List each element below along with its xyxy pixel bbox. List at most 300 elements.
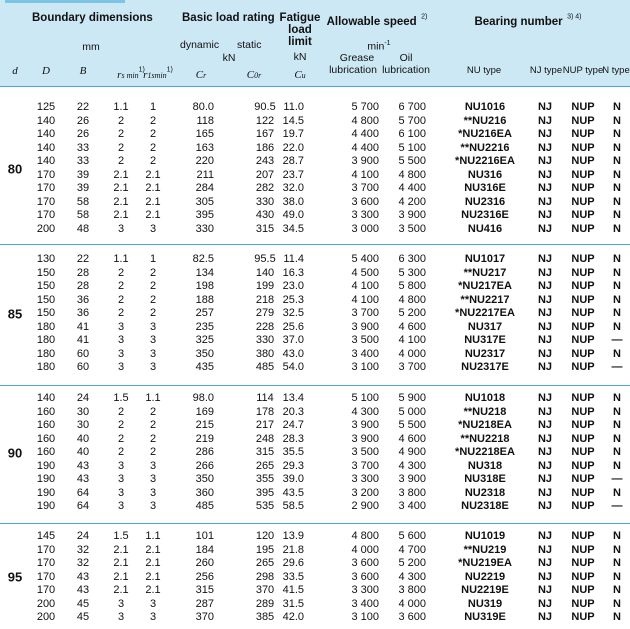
cell-r1s: 1 [149,101,157,113]
cell-oil: 4 600 [398,432,426,445]
cell-rs: 2.1 [113,195,129,208]
cell-n: N [613,392,621,404]
cell-oil: 5 700 [398,114,426,127]
cell-nu: NU2317E [461,361,509,373]
table-row [0,223,630,237]
cell-B: 40 [76,446,90,458]
cell-nup: NUP [571,253,595,265]
cell-rs: 2 [117,128,125,140]
cell-grease: 3 100 [351,611,379,623]
cell-r1s: 3 [149,361,157,373]
cell-D: 200 [36,222,56,235]
fatigue-unit-label: kN [293,51,307,63]
cell-Cu: 20.3 [282,405,304,418]
cell-r1s: 2 [149,141,157,154]
cell-nu: NU317E [464,334,506,346]
cell-nj: NJ [537,195,553,208]
cell-r1s: 3 [149,334,157,346]
cell-Cr: 211 [196,168,214,181]
cell-D: 170 [36,543,56,556]
cell-grease: 5 100 [351,392,379,404]
cell-r1s: 2.1 [145,570,161,583]
cell-D: 170 [36,195,56,208]
cell-nup: NUP [571,432,595,445]
col-D-label: D [42,65,50,77]
dynamic-label: dynamic [180,39,220,51]
cell-rs: 2.1 [113,209,129,221]
cell-grease: 3 300 [351,584,379,596]
cell-nj: NJ [537,446,553,458]
table-row [0,280,630,294]
cell-nup: NUP [571,195,595,208]
table-row [0,598,630,612]
cell-r1s: 2.1 [145,182,161,194]
cell-D: 140 [36,114,56,127]
cell-nj: NJ [537,222,553,235]
oil-label-1: Oil [399,52,413,64]
cell-C0r: 186 [255,141,275,154]
cell-n: N [613,486,621,499]
cell-Cr: 257 [195,307,214,319]
cell-oil: 4 700 [398,543,426,556]
cell-nu: NU2219E [461,584,509,596]
cell-Cu: 16.3 [282,266,304,279]
cell-D: 150 [36,266,56,279]
cell-nj: NJ [537,155,553,167]
cell-nu: NU319E [464,611,506,623]
cell-nup: NUP [571,611,595,623]
cell-n: N [613,141,621,154]
cell-nup: NUP [571,141,595,154]
cell-rs: 2 [117,405,125,418]
cell-n: N [613,222,621,235]
cell-Cu: 19.7 [282,128,304,140]
grease-label-2: lubrication [329,64,377,76]
cell-Cu: 58.5 [282,500,304,512]
cell-B: 36 [76,307,90,319]
cell-B: 43 [76,584,90,596]
cell-rs: 1.5 [113,392,129,404]
cell-D: 180 [36,361,56,373]
cell-C0r: 265 [255,459,275,472]
cell-rs: 3 [117,334,125,346]
cell-grease: 3 000 [351,222,379,235]
cell-D: 190 [36,500,56,512]
cell-n: N [613,570,621,583]
cell-nup: NUP [571,320,595,333]
cell-Cr: 98.0 [192,392,214,404]
table-row [0,196,630,210]
cell-Cu: 22.0 [282,141,304,154]
cell-r1s: 3 [149,222,157,235]
fatigue-heading-2: load [288,24,312,36]
cell-Cr: 360 [195,486,214,499]
cell-Cu: 21.8 [282,543,304,556]
cell-grease: 4 400 [351,128,379,140]
cell-Cu: 42.0 [282,611,304,623]
cell-nup: NUP [571,128,595,140]
cell-B: 64 [76,486,90,499]
cell-oil: 3 800 [398,486,426,499]
cell-n: N [613,195,621,208]
cell-nj: NJ [537,530,553,542]
cell-r1s: 3 [149,347,157,360]
table-header [0,0,630,86]
mm-unit-label: mm [82,41,100,53]
cell-Cr: 350 [195,473,214,485]
cell-Cr: 169 [195,405,214,418]
cell-oil: 5 500 [398,419,426,431]
cell-oil: 3 600 [398,611,426,623]
cell-grease: 3 900 [351,320,379,333]
cell-Cu: 25.6 [282,320,304,333]
cell-grease: 4 800 [351,530,379,542]
cell-grease: 3 600 [351,570,379,583]
cell-rs: 2.1 [113,570,129,583]
cell-D: 180 [36,347,56,360]
cell-oil: 5 800 [398,280,426,292]
table-row [0,334,630,348]
cell-D: 145 [36,530,56,542]
cell-r1s: 2 [149,266,157,279]
cell-D: 140 [36,141,56,154]
cell-rs: 2 [117,266,125,279]
table-row [0,433,630,447]
cell-Cu: 31.5 [282,597,304,610]
table-row [0,584,630,598]
cell-C0r: 279 [255,307,275,319]
cell-n: N [613,597,621,610]
cell-oil: 6 700 [398,101,426,113]
cell-Cu: 35.5 [282,446,304,458]
bore-diameter-label: 90 [7,445,23,461]
cell-nu: *NU216EA [458,128,512,140]
cell-nup: NUP [571,155,595,167]
fatigue-heading-1: Fatigue [279,12,321,24]
cell-nj: NJ [537,320,553,333]
load-rating-unit-label: kN [222,52,236,64]
cell-oil: 6 100 [398,128,426,140]
cell-nu: NU2316 [464,195,506,208]
cell-n: N [613,307,621,319]
cell-r1s: 3 [149,320,157,333]
cell-r1s: 2 [149,405,157,418]
cell-nup: NUP [571,500,595,512]
cell-Cr: 266 [195,459,214,472]
table-row [0,460,630,474]
cell-oil: 4 000 [398,597,426,610]
cell-Cr: 330 [195,222,214,235]
cell-nup: NUP [571,486,595,499]
cell-B: 28 [76,280,90,292]
cell-nu: **NU217 [463,266,507,279]
cell-rs: 3 [117,347,125,360]
cell-D: 140 [36,392,56,404]
cell-Cu: 43.0 [282,347,304,360]
cell-B: 39 [76,182,90,194]
boundary-dimensions-heading: Boundary dimensions [32,12,153,24]
cell-r1s: 3 [149,486,157,499]
fatigue-heading-3: limit [288,36,312,48]
cell-D: 170 [36,584,56,596]
cell-nup: NUP [571,307,595,319]
cell-C0r: 217 [255,419,275,431]
cell-nup: NUP [571,419,595,431]
cell-n: N [613,557,621,569]
cell-nup: NUP [571,392,595,404]
cell-Cu: 28.7 [282,155,304,167]
cell-Cu: 13.4 [282,392,304,404]
cell-Cu: 23.7 [282,168,304,181]
cell-nu: *NU2218EA [455,446,515,458]
cell-rs: 2 [117,446,125,458]
cell-nup: NUP [571,266,595,279]
cell-Cu: 32.5 [282,307,304,319]
cell-Cr: 256 [195,570,214,583]
cell-rs: 2.1 [113,584,129,596]
cell-nj: NJ [537,611,553,623]
cell-B: 43 [76,570,90,583]
cell-grease: 4 300 [351,405,379,418]
cell-B: 58 [76,195,90,208]
cell-nj: NJ [537,432,553,445]
cell-rs: 2 [117,280,125,292]
basic-load-rating-heading: Basic load rating [182,12,275,24]
cell-B: 60 [76,361,90,373]
cell-Cr: 305 [195,195,214,208]
cell-oil: 5 900 [398,392,426,404]
cell-oil: 3 700 [398,361,426,373]
allowable-speed-heading: Allowable speed $^{2)}$ [326,13,428,28]
cell-C0r: 120 [255,530,275,542]
cell-nj: NJ [537,293,553,306]
cell-nup: NUP [571,557,595,569]
cell-C0r: 248 [255,432,275,445]
cell-C0r: 207 [255,168,275,181]
cell-oil: 4 200 [398,195,426,208]
cell-D: 170 [36,570,56,583]
table-row [0,419,630,433]
cell-B: 28 [76,266,90,279]
cell-oil: 5 100 [398,141,426,154]
cell-nj: NJ [537,307,553,319]
cell-nu: NU2316E [461,209,509,221]
cell-B: 33 [76,141,90,154]
cell-rs: 2 [117,419,125,431]
cell-nup: NUP [571,222,595,235]
cell-Cr: 395 [195,209,214,221]
cell-Cr: 435 [195,361,214,373]
cell-grease: 3 600 [351,557,379,569]
cell-nj: NJ [537,334,553,346]
cell-n: N [613,101,621,113]
cell-Cr: 220 [195,155,214,167]
cell-C0r: 315 [255,446,275,458]
cell-rs: 1.5 [113,530,129,542]
cell-Cu: 24.7 [282,419,304,431]
table-row [0,128,630,142]
cell-Cu: 54.0 [282,361,304,373]
cell-D: 150 [36,280,56,292]
cell-nu: *NU218EA [458,419,512,431]
cell-nj: NJ [537,392,553,404]
cell-oil: 4 800 [398,168,426,181]
cell-C0r: 265 [255,557,275,569]
cell-nu: NU1016 [464,101,506,113]
cell-n: — [611,361,623,373]
cell-n: N [613,543,621,556]
cell-rs: 3 [117,500,125,512]
cell-r1s: 3 [149,500,157,512]
col-B-label: B [79,65,87,77]
cell-nu: NU1018 [464,392,506,404]
cell-nj: NJ [537,419,553,431]
cell-nup: NUP [571,543,595,556]
cell-grease: 3 300 [351,473,379,485]
table-row [0,487,630,501]
cell-oil: 5 300 [398,266,426,279]
cell-C0r: 289 [255,597,275,610]
cell-grease: 4 500 [351,266,379,279]
cell-nup: NUP [571,334,595,346]
cell-B: 58 [76,209,90,221]
cell-nj: NJ [537,168,553,181]
cell-nj: NJ [537,141,553,154]
cell-grease: 3 700 [351,307,379,319]
cell-C0r: 380 [255,347,275,360]
cell-nu: *NU2217EA [455,307,515,319]
cell-nu: NU1017 [464,253,506,265]
cell-Cu: 23.0 [282,280,304,292]
cell-Cu: 29.6 [282,557,304,569]
cell-B: 40 [76,432,90,445]
cell-C0r: 243 [255,155,275,167]
table-row [0,611,630,625]
col-rs-label: rs $\min^{1)}$ [117,66,145,81]
cell-oil: 5 200 [398,557,426,569]
cell-Cu: 28.3 [282,432,304,445]
cell-Cu: 14.5 [282,114,304,127]
cell-D: 160 [36,405,56,418]
table-row [0,571,630,585]
cell-nup: NUP [571,361,595,373]
cell-nj: NJ [537,347,553,360]
table-row [0,307,630,321]
table-row [0,361,630,375]
cell-D: 190 [36,473,56,485]
cell-grease: 4 100 [351,280,379,292]
col-n-type-label: N type [602,65,630,76]
cell-n: N [613,530,621,542]
table-row [0,406,630,420]
cell-nu: NU1019 [464,530,506,542]
cell-B: 60 [76,347,90,360]
cell-oil: 4 600 [398,320,426,333]
cell-B: 45 [76,597,90,610]
cell-n: N [613,293,621,306]
cell-D: 180 [36,320,56,333]
cell-B: 48 [76,222,90,235]
cell-C0r: 298 [255,570,275,583]
static-label: static [237,39,262,51]
cell-oil: 4 100 [398,334,426,346]
cell-rs: 1.1 [113,101,129,113]
cell-grease: 3 400 [351,347,379,360]
cell-nu: NU316E [464,182,506,194]
cell-grease: 3 500 [351,334,379,346]
cell-Cr: 315 [195,584,214,596]
cell-Cr: 80.0 [192,101,214,113]
cell-grease: 4 400 [351,141,379,154]
cell-r1s: 2 [149,419,157,431]
cell-r1s: 2.1 [145,584,161,596]
cell-nj: NJ [537,473,553,485]
cell-r1s: 3 [149,473,157,485]
cell-D: 180 [36,334,56,346]
cell-r1s: 1 [149,253,157,265]
cell-nu: NU318E [464,473,506,485]
cell-nj: NJ [537,597,553,610]
cell-n: N [613,419,621,431]
cell-n: N [613,405,621,418]
cell-nup: NUP [571,446,595,458]
cell-nu: **NU2216 [460,141,510,154]
cell-Cu: 37.0 [282,334,304,346]
cell-grease: 5 700 [351,101,379,113]
cell-grease: 4 000 [351,543,379,556]
cell-rs: 2.1 [113,557,129,569]
cell-Cr: 82.5 [192,253,214,265]
cell-nup: NUP [571,473,595,485]
cell-r1s: 2 [149,432,157,445]
cell-B: 30 [76,405,90,418]
col-d-label: d [12,65,18,77]
cell-B: 64 [76,500,90,512]
cell-oil: 4 300 [398,459,426,472]
cell-B: 36 [76,293,90,306]
cell-nu: *NU2216EA [455,155,515,167]
cell-D: 200 [36,597,56,610]
cell-r1s: 2 [149,114,157,127]
cell-Cr: 188 [195,293,214,306]
cell-nu: NU416 [467,222,503,235]
cell-oil: 6 300 [398,253,426,265]
cell-n: N [613,584,621,596]
cell-C0r: 114 [256,392,274,404]
col-nu-type-label: NU type [466,65,502,76]
cell-Cu: 41.5 [282,584,304,596]
cell-B: 22 [76,101,90,113]
cell-C0r: 395 [255,486,275,499]
cell-B: 32 [76,543,90,556]
cell-nj: NJ [537,405,553,418]
cell-oil: 3 900 [398,473,426,485]
cell-B: 32 [76,557,90,569]
cell-D: 140 [36,155,56,167]
cell-Cu: 13.9 [282,530,304,542]
cell-Cr: 184 [195,543,214,556]
table-row [0,101,630,115]
cell-n: N [613,320,621,333]
bearing-number-heading: Bearing number $^{3) 4)}$ [474,13,582,28]
cell-Cr: 235 [195,320,214,333]
cell-r1s: 2 [149,155,157,167]
cell-grease: 3 900 [351,155,379,167]
cell-nj: NJ [537,361,553,373]
table-row [0,348,630,362]
cell-oil: 5 600 [398,530,426,542]
cell-grease: 3 400 [351,597,379,610]
